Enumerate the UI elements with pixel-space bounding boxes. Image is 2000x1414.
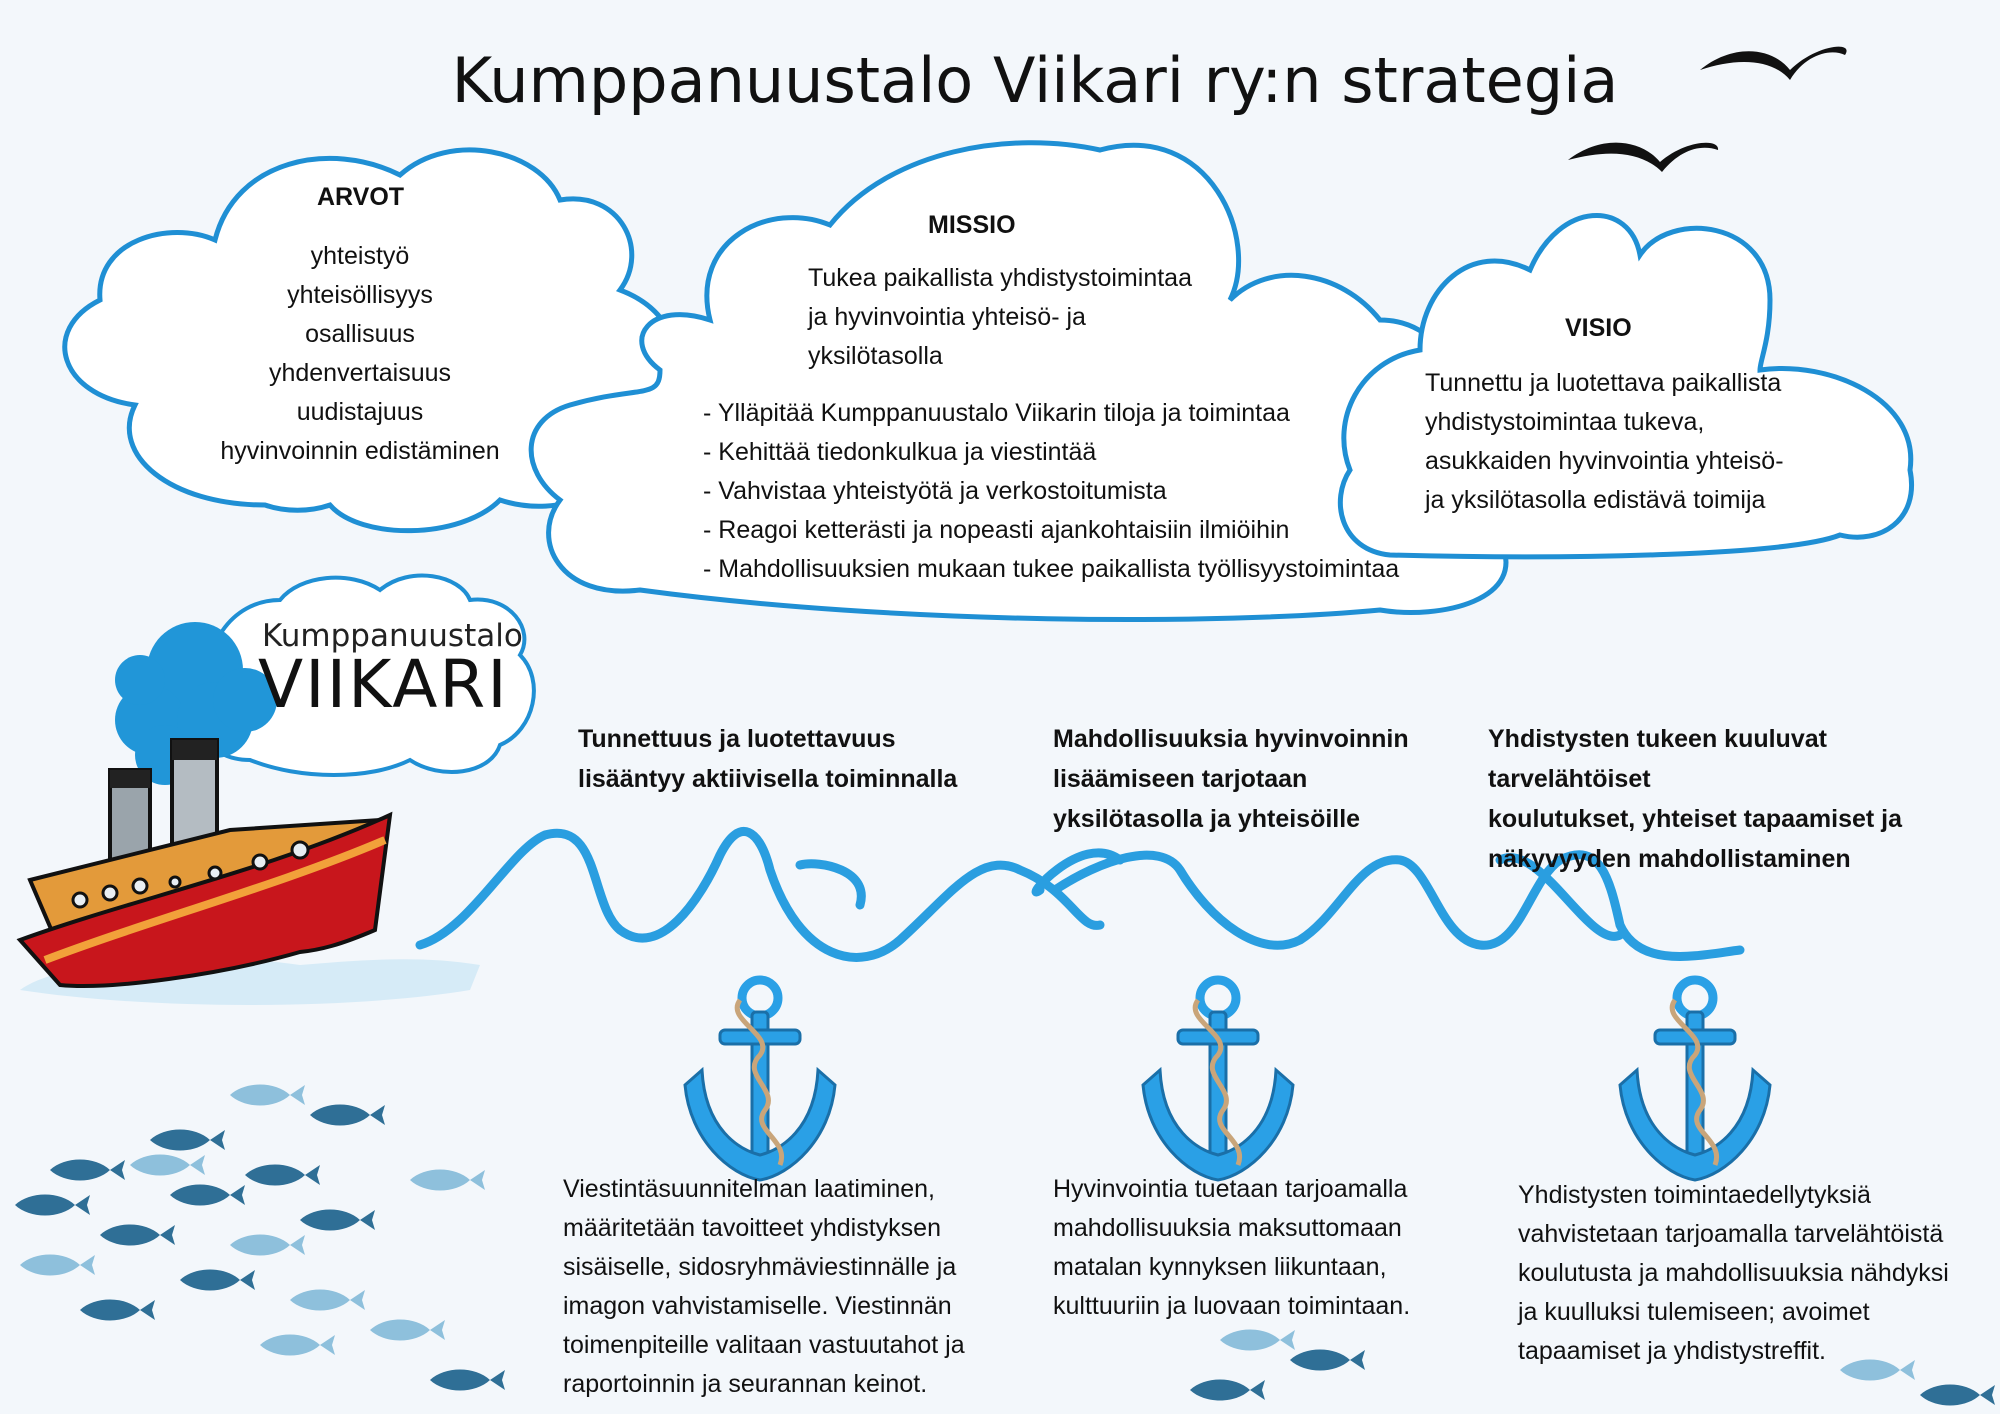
visio-line: ja yksilötasolla edistävä toimija: [1425, 486, 1766, 514]
goal-3-title-line: Yhdistysten tukeen kuuluvat tarvelähtöiset: [1488, 725, 1827, 793]
goal-1-title-line: lisääntyy aktiivisella toiminnalla: [578, 765, 958, 793]
visio-heading: VISIO: [1565, 314, 1632, 342]
goal-2-title-line: yksilötasolla ja yhteisöille: [1053, 805, 1361, 833]
goal-2-title: [1053, 719, 1453, 839]
goal-2-title-line: lisäämiseen tarjotaan: [1053, 765, 1308, 793]
goal-3-text-line: vahvistetaan tarjoamalla tarvelähtöistä: [1518, 1220, 1944, 1248]
missio-heading: MISSIO: [928, 211, 1016, 239]
goal-1-text: [563, 1170, 1003, 1404]
goal-2-text-line: mahdollisuuksia maksuttomaan: [1053, 1214, 1402, 1242]
goal-3-text-line: Yhdistysten toimintaedellytyksiä: [1518, 1181, 1871, 1209]
goal-3-title-line: koulutukset, yhteiset tapaamiset ja: [1488, 805, 1903, 833]
arvot-list: [180, 237, 540, 471]
logo-line2: VIIKARI: [258, 646, 509, 723]
missio-bullet: - Ylläpitää Kumppanuustalo Viikarin tiloja ja toimintaa: [703, 399, 1290, 427]
arvot-item: uudistajuus: [296, 398, 424, 426]
missio-bullets: [703, 394, 1463, 589]
visio-line: asukkaiden hyvinvointia yhteisö-: [1425, 447, 1784, 475]
goal-2-text-line: matalan kynnyksen liikuntaan,: [1053, 1253, 1387, 1281]
goal-1-text-line: raportoinnin ja seurannan keinot.: [563, 1370, 928, 1398]
missio-bullet: - Vahvistaa yhteistyötä ja verkostoitumista: [703, 477, 1167, 505]
arvot-item: yhteisöllisyys: [287, 281, 433, 309]
goal-2-text-line: kulttuuriin ja luovaan toimintaan.: [1053, 1292, 1411, 1320]
anchor-icon-1: [685, 980, 835, 1180]
missio-bullet: - Kehittää tiedonkulkua ja viestintää: [703, 438, 1097, 466]
goal-3-text: [1518, 1176, 1978, 1371]
logo-line1: Kumppanuustalo: [262, 618, 523, 654]
goal-1-text-line: sisäiselle, sidosryhmäviestinnälle ja: [563, 1253, 957, 1281]
visio-line: Tunnettu ja luotettava paikallista: [1425, 369, 1782, 397]
goal-1-text-line: imagon vahvistamiselle. Viestinnän: [563, 1292, 952, 1320]
goal-3-text-line: koulutusta ja mahdollisuuksia nähdyksi: [1518, 1259, 1949, 1287]
arvot-item: yhteistyö: [310, 242, 410, 270]
arvot-heading: ARVOT: [317, 183, 405, 211]
missio-intro-line: Tukea paikallista yhdistystoimintaa: [808, 264, 1192, 292]
goal-3-text-line: ja kuulluksi tulemiseen; avoimet: [1518, 1298, 1870, 1326]
missio-intro-line: yksilötasolla: [808, 342, 943, 370]
goal-2-text: [1053, 1170, 1473, 1326]
goal-1-title: [578, 719, 998, 799]
goal-2-text-line: Hyvinvointia tuetaan tarjoamalla: [1053, 1175, 1408, 1203]
goal-1-title-line: Tunnettuus ja luotettavuus: [578, 725, 896, 753]
goal-1-text-line: Viestintäsuunnitelman laatiminen,: [563, 1175, 935, 1203]
missio-bullet: - Mahdollisuuksien mukaan tukee paikallista työllisyystoimintaa: [703, 555, 1400, 583]
missio-intro: [808, 259, 1328, 376]
anchor-icon-2: [1143, 980, 1293, 1180]
page-title: Kumppanuustalo Viikari ry:n strategia: [451, 44, 1619, 117]
missio-bullet: - Reagoi ketterästi ja nopeasti ajankohtaisiin ilmiöihin: [703, 516, 1290, 544]
goal-3-text-line: tapaamiset ja yhdistystreffit.: [1518, 1337, 1827, 1365]
arvot-item: yhdenvertaisuus: [268, 359, 452, 387]
arvot-item: hyvinvoinnin edistäminen: [220, 437, 500, 465]
goal-1-text-line: toimenpiteille valitaan vastuutahot ja: [563, 1331, 965, 1359]
anchor-icon-3: [1620, 980, 1770, 1180]
ship-icon: [20, 740, 480, 1005]
missio-intro-line: ja hyvinvointia yhteisö- ja: [808, 303, 1086, 331]
goal-1-text-line: määritetään tavoitteet yhdistyksen: [563, 1214, 941, 1242]
goal-2-title-line: Mahdollisuuksia hyvinvoinnin: [1053, 725, 1409, 753]
visio-line: yhdistystoimintaa tukeva,: [1425, 408, 1705, 436]
arvot-item: osallisuus: [305, 320, 415, 348]
goal-3-title: [1488, 719, 1988, 879]
goal-3-title-line: näkyvyyden mahdollistaminen: [1488, 845, 1851, 873]
visio-text: [1425, 364, 1865, 520]
